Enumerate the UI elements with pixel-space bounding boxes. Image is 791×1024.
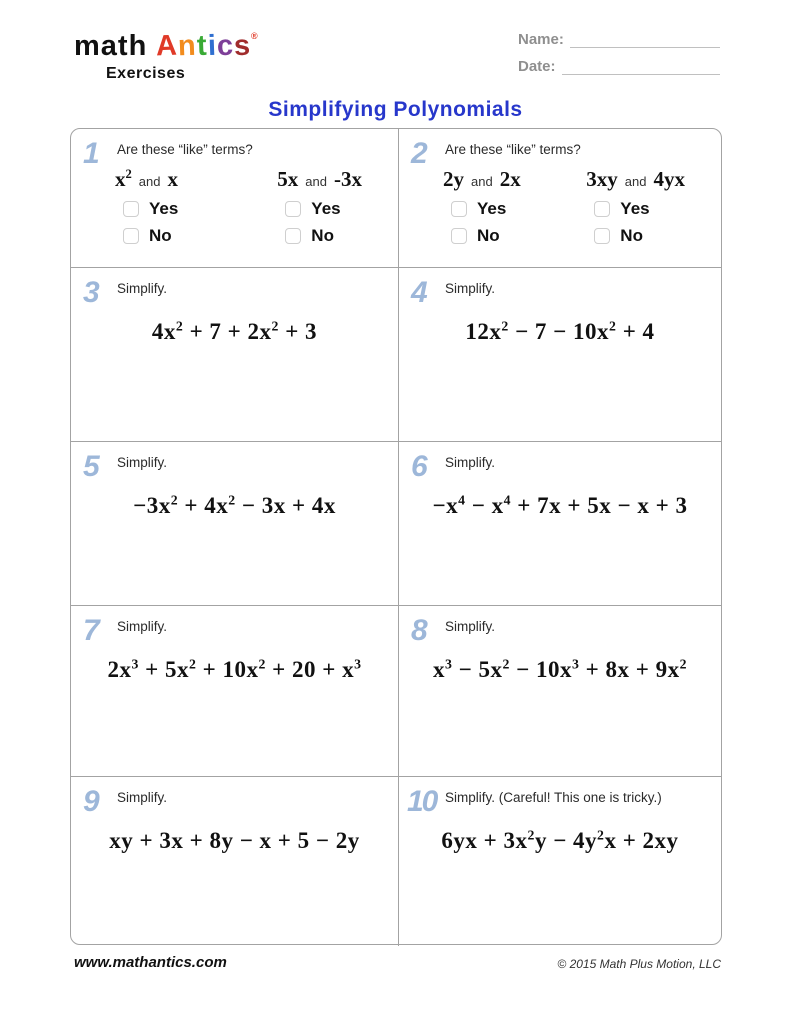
term-pair (443, 167, 521, 192)
question-prompt: Simplify. (117, 281, 168, 296)
question-number: 2 (411, 137, 427, 170)
question-cell-1 (71, 129, 399, 267)
yes-label: Yes (311, 199, 341, 218)
term-b: 2x (499, 167, 521, 191)
yes-choice (451, 199, 521, 219)
math-antics-logo (74, 29, 259, 82)
question-cell-6 (399, 441, 721, 605)
yes-label: Yes (477, 199, 507, 218)
polynomial-expression: $6yx + 3x^2y - 4y^2x + 2xy$ (441, 827, 679, 853)
yes-label: Yes (149, 199, 179, 218)
yes-choice (594, 199, 685, 219)
question-prompt: Simplify. (117, 619, 168, 634)
conjunction: and (305, 174, 327, 189)
no-checkbox[interactable] (123, 228, 139, 244)
date-field-line[interactable] (562, 57, 720, 75)
term-pair (586, 167, 685, 192)
question-prompt: Simplify. (445, 455, 496, 470)
question-number: 8 (411, 614, 427, 647)
term-pair (115, 167, 178, 192)
term-a: 5x (277, 167, 299, 191)
question-prompt: Simplify. (117, 455, 168, 470)
polynomial-expression: $-x^4 - x^4 + 7x + 5x - x + 3$ (432, 492, 688, 518)
question-prompt: Simplify. (117, 790, 168, 805)
question-cell-10 (399, 776, 721, 946)
question-cell-3 (71, 267, 399, 441)
question-cell-8 (399, 605, 721, 776)
name-date-block (518, 30, 720, 84)
term-b: -3x (334, 167, 362, 191)
polynomial-expression: $x^3 - 5x^2 - 10x^3 + 8x + 9x^2$ (432, 656, 688, 682)
polynomial-expression: $2x^3 + 5x^2 + 10x^2 + 20 + x^3$ (107, 656, 362, 682)
question-number: 1 (83, 137, 99, 170)
question-prompt: Are these “like” terms? (445, 142, 581, 157)
no-choice (123, 226, 178, 246)
name-label: Name: (518, 31, 564, 48)
no-label: No (620, 226, 643, 245)
no-choice (594, 226, 685, 246)
question-number: 7 (83, 614, 99, 647)
term-pair-group (586, 167, 685, 246)
question-cell-9 (71, 776, 399, 946)
polynomial-expression: $12x^2 - 7 - 10x^2 + 4$ (465, 318, 655, 344)
question-number: 10 (407, 785, 437, 818)
question-cell-7 (71, 605, 399, 776)
logo-word-math: math (74, 30, 157, 62)
term-b: x (167, 167, 178, 191)
no-checkbox[interactable] (285, 228, 301, 244)
question-prompt: Simplify. (445, 281, 496, 296)
date-label: Date: (518, 58, 556, 75)
no-label: No (477, 226, 500, 245)
logo-antics: Antics (155, 29, 252, 63)
yes-label: Yes (620, 199, 650, 218)
question-prompt: Simplify. (445, 619, 496, 634)
no-choice (285, 226, 362, 246)
polynomial-expression: $-3x^2 + 4x^2 - 3x + 4x$ (133, 492, 336, 518)
question-cell-4 (399, 267, 721, 441)
conjunction: and (624, 174, 647, 189)
term-pair-group (443, 167, 521, 246)
registered-trademark-icon: ® (251, 31, 259, 41)
page-title: Simplifying Polynomials (268, 98, 523, 121)
polynomial-expression: xy + 3x + 8y − x + 5 − 2y (109, 828, 360, 853)
website-url: www.mathantics.com (74, 954, 227, 971)
logo-subtitle: Exercises (106, 65, 186, 82)
question-number: 6 (411, 450, 427, 483)
term-a: 2y (443, 167, 464, 191)
conjunction: and (471, 174, 493, 189)
term-pair (277, 167, 362, 192)
no-choice (451, 226, 521, 246)
term-pair-group (115, 167, 178, 246)
no-label: No (149, 226, 172, 245)
yes-checkbox[interactable] (451, 201, 467, 217)
yes-checkbox[interactable] (123, 201, 139, 217)
term-a: $x^2$ (115, 167, 132, 191)
question-cell-5 (71, 441, 399, 605)
no-checkbox[interactable] (594, 228, 610, 244)
copyright-text: © 2015 Math Plus Motion, LLC (557, 957, 721, 971)
worksheet-grid (70, 128, 722, 945)
question-number: 9 (83, 785, 99, 818)
question-number: 4 (411, 276, 427, 309)
no-label: No (311, 226, 334, 245)
question-prompt: Simplify. (Careful! This one is tricky.) (445, 790, 662, 805)
yes-choice (123, 199, 178, 219)
polynomial-expression: $4x^2 + 7 + 2x^2 + 3$ (151, 318, 318, 344)
yes-checkbox[interactable] (285, 201, 301, 217)
question-number: 5 (83, 450, 99, 483)
term-a: 3xy (586, 167, 618, 191)
term-pair-group (277, 167, 362, 246)
name-row (518, 30, 720, 48)
name-field-line[interactable] (570, 30, 720, 48)
question-prompt: Are these “like” terms? (117, 142, 253, 157)
date-row (518, 57, 720, 75)
yes-checkbox[interactable] (594, 201, 610, 217)
conjunction: and (138, 174, 161, 189)
question-number: 3 (83, 276, 99, 309)
yes-choice (285, 199, 362, 219)
term-b: 4yx (653, 167, 685, 191)
no-checkbox[interactable] (451, 228, 467, 244)
question-cell-2 (399, 129, 721, 267)
